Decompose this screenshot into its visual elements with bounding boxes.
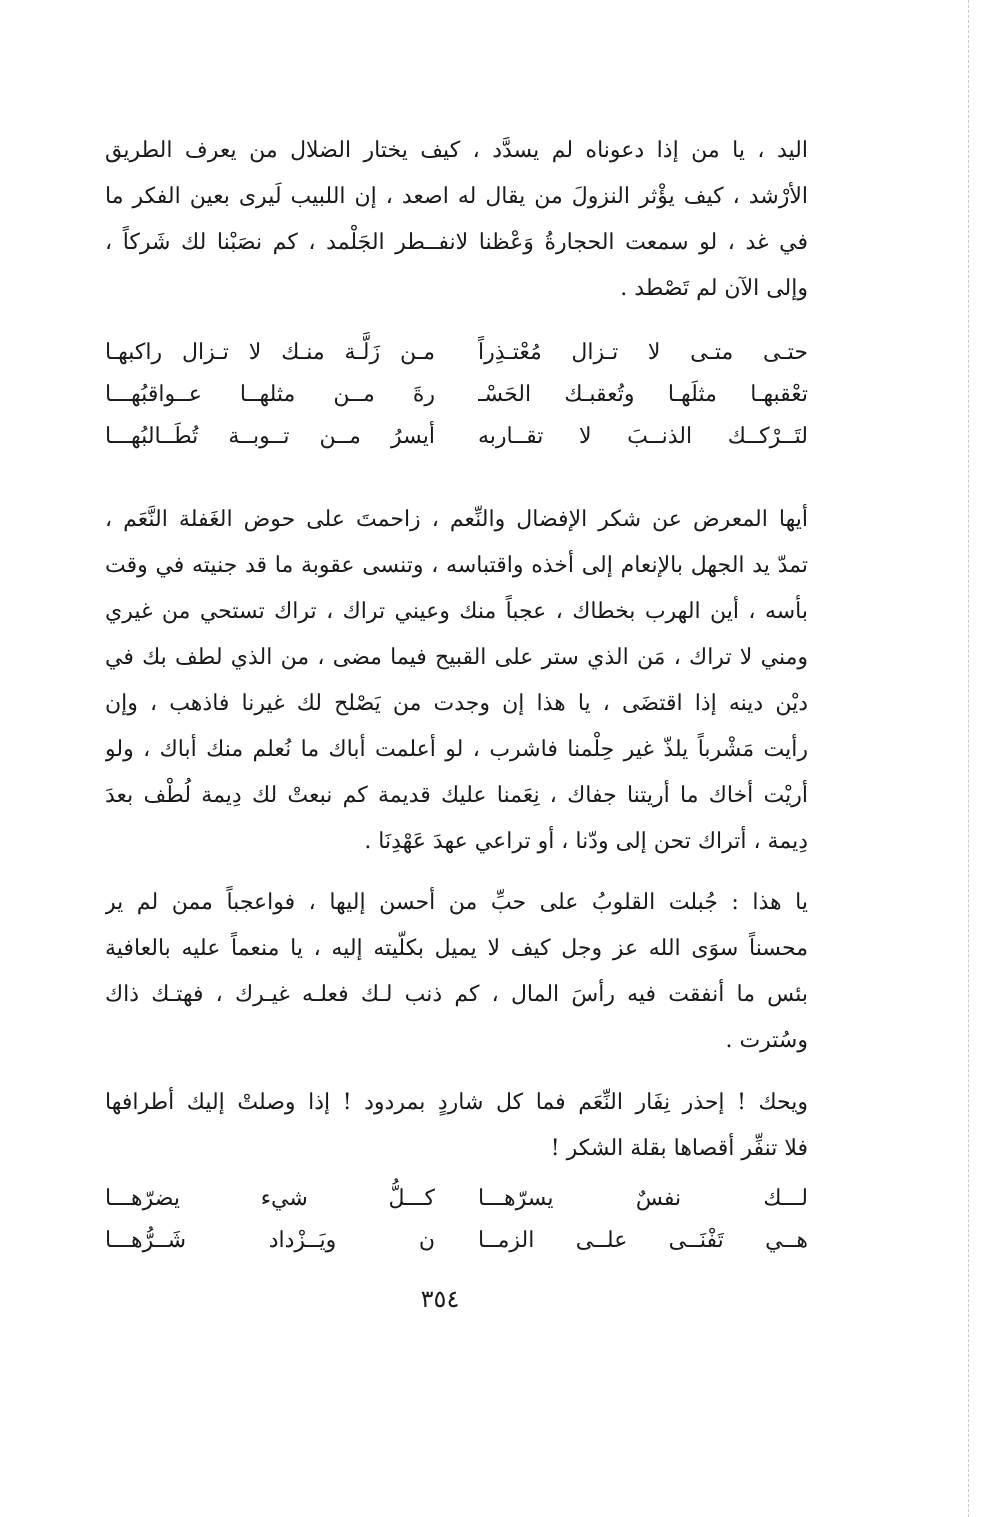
paragraph-line: اليد ، يا من إذا دعوناه لم يسدَّد ، كيف يختار الضلال من يعرف الطريق: [105, 138, 808, 163]
paragraph-line: في غد ، لو سمعت الحجارةُ وَعْظنا لانفــطر الجَلْمد ، كم نصَبْنا لك شَركاً ،: [105, 230, 808, 255]
paragraph-line: ومني لا تراك ، مَن الذي ستر على القبيح فيما مضى ، من الذي لطف بك في: [105, 645, 808, 670]
verse-second-hemistich: مـن زَلَّـة منـك لا تـزال راكبهـا: [105, 340, 435, 365]
verse-first-hemistich: حتـى متـى لا تـزال مُعْتـذِراً: [478, 340, 808, 365]
paragraph-line: رأيت مَشْرباً يلذّ غير حِلْمنا فاشرب ، لو أعلمت أباك ما نُعلم منك أباك ، ولو: [105, 737, 808, 762]
paragraph-line: أيها المعرض عن شكر الإفضال والنِّعم ، زاحمتَ على حوض الغَفلة النَّعَم ،: [105, 507, 808, 532]
paragraph-line: وإلى الآن لم تَصْطد .: [620, 276, 808, 301]
scan-edge-line: [968, 0, 969, 1517]
paragraph-line: يا هذا : جُبلت القلوبُ على حبِّ من أحسن إليها ، فواعجباً ممن لم ير: [105, 890, 808, 915]
poem-verse: [105, 332, 808, 374]
poem-verse: [105, 1178, 808, 1220]
paragraph-line: وسُترت .: [725, 1028, 808, 1053]
paragraph-line: ويحك ! إحذر نِفَار النِّعَم فما كل شاردٍ بمردود ! إذا وصلتْ إليك أطرافها: [105, 1090, 808, 1115]
paragraph-1: [105, 128, 808, 312]
paragraph-line: تمدّ يد الجهل بالإنعام إلى أخذه واقتباسه ، وتنسى عقوبة ما قد جنيته في وقت: [105, 553, 808, 578]
paragraph-2: [105, 497, 808, 865]
verse-first-hemistich: لتَــرْكــك الذنــبَ لا تقــاربه: [478, 424, 808, 449]
verse-first-hemistich: تعْقبهـا مثلَهـا وتُعقبـك الحَسْـ: [478, 382, 808, 407]
paragraph-line: بئس ما أنفقت فيه رأسَ المال ، كم ذنب لـك فعلـه غيـرك ، فهتـك ذاك: [105, 982, 808, 1007]
verse-second-hemistich: رةَ مــن مثلهــا عــواقبُهـــا: [105, 382, 435, 407]
poem-verse: [105, 416, 808, 458]
paragraph-line: الأرْشد ، كيف يؤْثر النزولَ من يقال له اصعد ، إن اللبيب لَيرى بعين الفكر ما: [105, 184, 808, 209]
page-number: ٣٥٤: [420, 1285, 460, 1313]
paragraph-line: ديْن دينه إذا اقتضَى ، يا هذا إن وجدت من يَصْلح لك غيرنا فاذهب ، وإن: [105, 691, 808, 716]
verse-first-hemistich: هــي تَفْنَــى علــى الزمــا: [478, 1228, 808, 1253]
poem-2: [105, 1178, 808, 1262]
paragraph-line: دِيمة ، أتراك تحن إلى ودّنا ، أو تراعي عهدَ عَهْدِنَا .: [364, 829, 808, 854]
poem-verse: [105, 1220, 808, 1262]
paragraph-line: فلا تنفِّر أقصاها بقلة الشكر !: [550, 1136, 808, 1161]
paragraph-line: بأسه ، أين الهرب بخطاك ، عجباً منك وعيني تراك ، تراك تستحي من غيري: [105, 599, 808, 624]
paragraph-line: محسناً سوَى الله عز وجل كيف لا يميل بكلّيته إليه ، يا منعماً عليه بالعافية: [105, 936, 808, 961]
verse-first-hemistich: لـــك نفسٌ يسرّهـــا: [478, 1186, 808, 1211]
poem-verse: [105, 374, 808, 416]
paragraph-line: أريْت أخاك ما أريتنا جفاك ، نِعَمنا عليك قديمة كم نبعتْ لك دِيمة لُطْف بعدَ: [105, 783, 808, 808]
verse-second-hemistich: كـــلُّ شيء يضرّهـــا: [105, 1186, 435, 1211]
poem-1: [105, 332, 808, 458]
paragraph-4: [105, 1080, 808, 1172]
verse-second-hemistich: أيسرُ مــن تــوبــة تُطَــالبُهـــا: [105, 424, 435, 449]
paragraph-3: [105, 880, 808, 1064]
verse-second-hemistich: ن ويَــزْداد شَــرُّهـــا: [105, 1228, 435, 1253]
